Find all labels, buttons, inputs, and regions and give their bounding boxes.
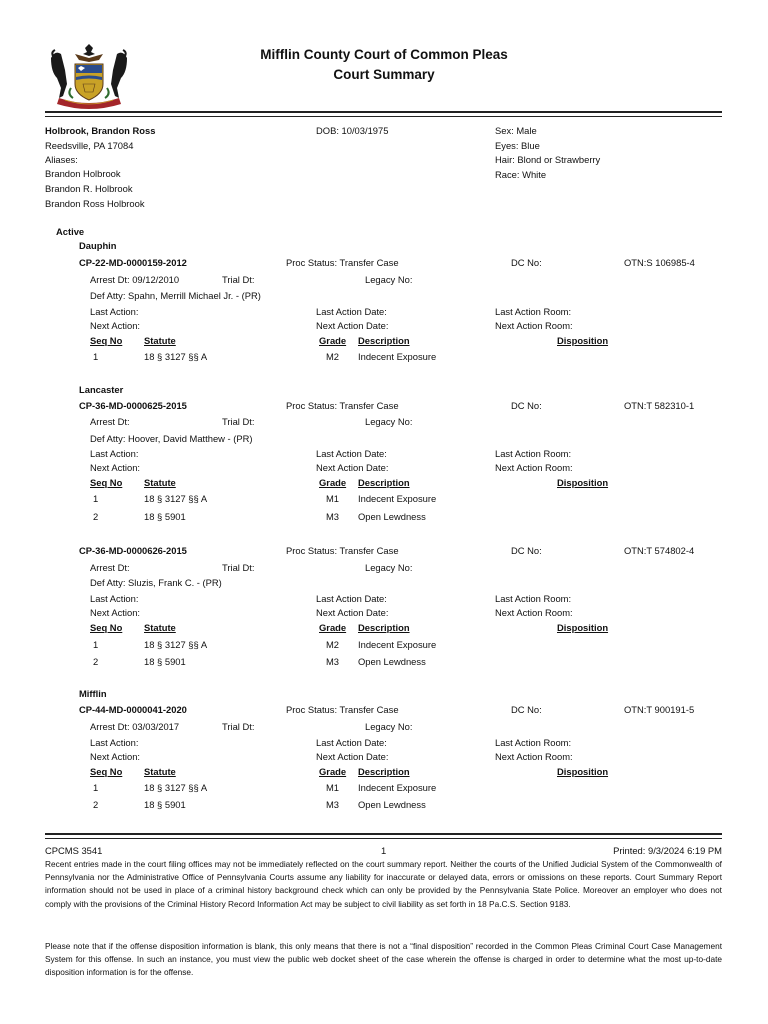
trial-date-label: Trial Dt: [222, 721, 255, 732]
disposition-header: Disposition [557, 766, 609, 777]
seq-no-header: Seq No [90, 622, 123, 633]
charge-seq: 1 [93, 493, 99, 504]
otn-number: OTN:S 106985-4 [624, 257, 695, 268]
legacy-no-label: Legacy No: [365, 416, 413, 427]
charge-grade: M2 [326, 639, 340, 650]
last-action-room-label: Last Action Room: [495, 593, 572, 604]
last-action-date-label: Last Action Date: [316, 737, 387, 748]
charge-statute: 18 § 3127 §§ A [144, 351, 208, 362]
last-action-date-label: Last Action Date: [316, 593, 387, 604]
defendant-hair: Hair: Blond or Strawberry [495, 154, 601, 165]
charge-description: Indecent Exposure [358, 493, 437, 504]
legacy-no-label: Legacy No: [365, 562, 413, 573]
charge-seq: 2 [93, 799, 99, 810]
charge-description: Indecent Exposure [358, 639, 437, 650]
otn-number: OTN:T 574802-4 [624, 545, 695, 556]
case-docket-number: CP-22-MD-0000159-2012 [79, 257, 187, 268]
description-header: Description [358, 766, 410, 777]
description-header: Description [358, 335, 410, 346]
next-action-label: Next Action: [90, 462, 141, 473]
defendant-name: Holbrook, Brandon Ross [45, 125, 156, 136]
footer-rule-thin [45, 838, 722, 839]
defendant-address: Reedsville, PA 17084 [45, 140, 134, 151]
trial-date-label: Trial Dt: [222, 416, 255, 427]
county-heading: Lancaster [79, 384, 124, 395]
charge-seq: 2 [93, 511, 99, 522]
description-header: Description [358, 477, 410, 488]
charge-description: Indecent Exposure [358, 351, 437, 362]
defendant-race: Race: White [495, 169, 547, 180]
charge-seq: 1 [93, 782, 99, 793]
last-action-room-label: Last Action Room: [495, 737, 572, 748]
next-action-label: Next Action: [90, 607, 141, 618]
charge-description: Open Lewdness [358, 656, 426, 667]
last-action-date-label: Last Action Date: [316, 448, 387, 459]
proc-status: Proc Status: Transfer Case [286, 545, 399, 556]
next-action-date-label: Next Action Date: [316, 320, 389, 331]
description-header: Description [358, 622, 410, 633]
case-docket-number: CP-36-MD-0000626-2015 [79, 545, 187, 556]
defense-attorney: Def Atty: Sluzis, Frank C. - (PR) [90, 577, 222, 588]
charge-description: Indecent Exposure [358, 782, 437, 793]
disposition-header: Disposition [557, 335, 609, 346]
aliases-label: Aliases: [45, 154, 78, 165]
seq-no-header: Seq No [90, 335, 123, 346]
disposition-header: Disposition [557, 477, 609, 488]
charge-statute: 18 § 5901 [144, 511, 186, 522]
last-action-label: Last Action: [90, 448, 139, 459]
county-heading: Mifflin [79, 688, 107, 699]
statute-header: Statute [144, 477, 176, 488]
charge-seq: 2 [93, 656, 99, 667]
arrest-date: Arrest Dt: 09/12/2010 [90, 274, 180, 285]
proc-status: Proc Status: Transfer Case [286, 704, 399, 715]
charge-grade: M3 [326, 511, 340, 522]
next-action-label: Next Action: [90, 320, 141, 331]
next-action-room-label: Next Action Room: [495, 607, 573, 618]
charge-statute: 18 § 3127 §§ A [144, 639, 208, 650]
defense-attorney: Def Atty: Hoover, David Matthew - (PR) [90, 433, 253, 444]
footer-rule [45, 833, 722, 835]
dc-no-label: DC No: [511, 545, 542, 556]
last-action-date-label: Last Action Date: [316, 306, 387, 317]
trial-date-label: Trial Dt: [222, 274, 255, 285]
charge-description: Open Lewdness [358, 511, 426, 522]
charge-seq: 1 [93, 351, 99, 362]
charge-grade: M1 [326, 493, 340, 504]
defendant-dob: DOB: 10/03/1975 [316, 125, 389, 136]
seq-no-header: Seq No [90, 477, 123, 488]
charge-description: Open Lewdness [358, 799, 426, 810]
last-action-label: Last Action: [90, 306, 139, 317]
charge-statute: 18 § 5901 [144, 799, 186, 810]
grade-header: Grade [319, 622, 347, 633]
otn-number: OTN:T 900191-5 [624, 704, 695, 715]
trial-date-label: Trial Dt: [222, 562, 255, 573]
statute-header: Statute [144, 766, 176, 777]
disposition-header: Disposition [557, 622, 609, 633]
next-action-date-label: Next Action Date: [316, 607, 389, 618]
next-action-date-label: Next Action Date: [316, 751, 389, 762]
next-action-room-label: Next Action Room: [495, 320, 573, 331]
next-action-room-label: Next Action Room: [495, 462, 573, 473]
alias: Brandon Holbrook [45, 168, 121, 179]
dc-no-label: DC No: [511, 257, 542, 268]
pennsylvania-seal-icon [45, 44, 133, 110]
grade-header: Grade [319, 335, 347, 346]
court-name: Mifflin County Court of Common Pleas [260, 47, 508, 62]
arrest-date: Arrest Dt: 03/03/2017 [90, 721, 180, 732]
legacy-no-label: Legacy No: [365, 721, 413, 732]
charge-seq: 1 [93, 639, 99, 650]
charge-statute: 18 § 5901 [144, 656, 186, 667]
grade-header: Grade [319, 477, 347, 488]
grade-header: Grade [319, 766, 347, 777]
charge-grade: M3 [326, 799, 340, 810]
next-action-room-label: Next Action Room: [495, 751, 573, 762]
statute-header: Statute [144, 622, 176, 633]
alias: Brandon R. Holbrook [45, 183, 133, 194]
disposition-note-paragraph: Please note that if the offense disposition information is blank, this only means that there is not a “final disposition” recorded in the Common Pleas Criminal Court Case Management System for this offense. In such an instance, you must view the public web docket sheet of the case wherein the offense is charged in order to determine what the most up-to-date disposition information is for the offense. [45, 941, 722, 978]
charge-statute: 18 § 3127 §§ A [144, 782, 208, 793]
next-action-date-label: Next Action Date: [316, 462, 389, 473]
charge-statute: 18 § 3127 §§ A [144, 493, 208, 504]
header-rule [45, 111, 722, 113]
statute-header: Statute [144, 335, 176, 346]
dc-no-label: DC No: [511, 704, 542, 715]
case-docket-number: CP-44-MD-0000041-2020 [79, 704, 187, 715]
last-action-room-label: Last Action Room: [495, 306, 572, 317]
proc-status: Proc Status: Transfer Case [286, 257, 399, 268]
defendant-eyes: Eyes: Blue [495, 140, 540, 151]
charge-grade: M2 [326, 351, 340, 362]
next-action-label: Next Action: [90, 751, 141, 762]
printed-timestamp: Printed: 9/3/2024 6:19 PM [613, 845, 722, 856]
form-id: CPCMS 3541 [45, 845, 103, 856]
defense-attorney: Def Atty: Spahn, Merrill Michael Jr. - (PR) [90, 290, 261, 301]
last-action-label: Last Action: [90, 737, 139, 748]
status-heading: Active [56, 226, 85, 237]
legacy-no-label: Legacy No: [365, 274, 413, 285]
seq-no-header: Seq No [90, 766, 123, 777]
proc-status: Proc Status: Transfer Case [286, 400, 399, 411]
defendant-sex: Sex: Male [495, 125, 537, 136]
last-action-label: Last Action: [90, 593, 139, 604]
otn-number: OTN:T 582310-1 [624, 400, 695, 411]
header-rule-thin [45, 116, 722, 117]
charge-grade: M3 [326, 656, 340, 667]
arrest-date: Arrest Dt: [90, 562, 130, 573]
case-docket-number: CP-36-MD-0000625-2015 [79, 400, 187, 411]
disclaimer-paragraph: Recent entries made in the court filing offices may not be immediately reflected on the court summary report. Neither the courts of the Unified Judicial System of the Commonwealth of Pennsylvania nor the Administrative Office of Pennsylvania Courts assume any liability for inaccurate or delayed data, errors or omissions on these reports. Court Summary Report information should not be used in place of a criminal history background check which can only be provided by the Pennsylvania State Police. Moreover an employer who does not comply with the provisions of the Criminal History Record Information Act may be subject to civil liability as set forth in 18 Pa.C.S. Section 9183. [45, 859, 722, 909]
alias: Brandon Ross Holbrook [45, 198, 145, 209]
county-heading: Dauphin [79, 240, 117, 251]
arrest-date: Arrest Dt: [90, 416, 130, 427]
last-action-room-label: Last Action Room: [495, 448, 572, 459]
dc-no-label: DC No: [511, 400, 542, 411]
page-title: Court Summary [333, 67, 435, 82]
charge-grade: M1 [326, 782, 340, 793]
page-number: 1 [381, 845, 387, 856]
